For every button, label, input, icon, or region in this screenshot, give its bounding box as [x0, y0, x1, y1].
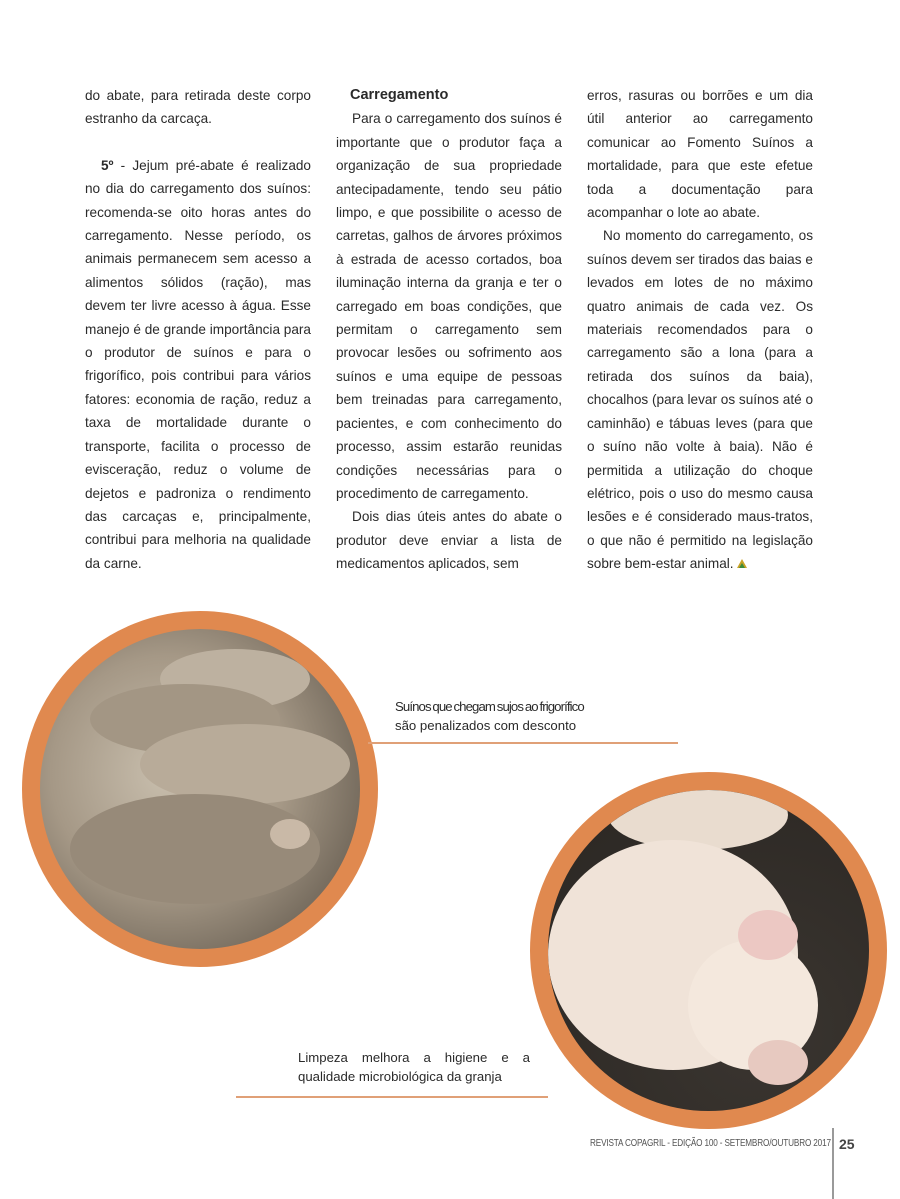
photo-caption-2: Limpeza melhora a higiene e a qualidade microbiológica da granja — [298, 1050, 530, 1084]
section-heading: Carregamento — [350, 87, 449, 103]
text-column-3 — [587, 84, 813, 576]
photo-caption-1 — [395, 697, 655, 735]
paragraph — [85, 154, 311, 575]
paragraph: do abate, para retirada deste corpo estranho da carcaça. — [85, 88, 311, 127]
text-column-2 — [336, 84, 562, 576]
item-number: 5º — [101, 157, 114, 173]
text-column-1 — [85, 84, 311, 575]
magazine-footer: REVISTA COPAGRIL - EDIÇÃO 100 - SETEMBRO/OUTUBRO 2017 — [590, 1138, 831, 1149]
photo-dirty-pigs — [22, 611, 378, 967]
paragraph-text: No momento do carregamento, os suínos devem ser tirados das baias e levados em lotes de no máximo quatro animais de cada vez. Os materiais recomendados para o carregamento são a lona (para a retirada dos suínos da baia), chocalhos (para levar os suínos até o caminhão) e tábuas leves (para que o suíno não volte à baia). Não é permitida a utilização do choque elétrico, pois o uso do mesmo causa lesões e é considerado maus-tratos, o que não é permitido na legislação sobre bem-estar animal. — [587, 228, 813, 572]
end-of-article-icon — [736, 558, 748, 569]
paragraph: Dois dias úteis antes do abate o produtor deve enviar a lista de medicamentos aplicados, sem — [336, 509, 562, 572]
paragraph: Para o carregamento dos suínos é importante que o produtor faça a organização de sua propriedade antecipadamente, tendo seu pátio limpo, e que possibilite o acesso de carretas, galhos de árvores próximos à estrada de acesso cortados, boa iluminação interna da granja e ter o carregado em boas condições, que permitam o carregamento sem provocar lesões ou sofrimento aos suínos e uma equipe de pessoas bem treinadas para carregamento, pacientes, e com conhecimento do processo, assim estarão reunidas condições necessárias para o procedimento de carregamento. — [336, 111, 562, 501]
footer-divider — [832, 1128, 834, 1199]
caption-line: são penalizados com desconto — [395, 718, 577, 733]
page-number: 25 — [839, 1136, 855, 1152]
caption-rule — [236, 1096, 548, 1098]
photo-clean-pig — [530, 772, 887, 1129]
paragraph-text: - Jejum pré-abate é realizado no dia do carregamento dos suínos: recomenda-se oito horas antes do carregamento. Nesse período, os animais permanecem sem acesso a alimentos sólidos (ração), mas devem ter livre acesso à água. Esse manejo é de grande importância para o produtor de suínos e para o frigorífico, pois contribui para vários fatores: economia de ração, reduz a taxa de mortalidade durante o transporte, facilita o processo de evisceração, reduz o volume de dejetos e padroniza o rendimento das carcaças e, principalmente, contribui para melhoria na qualidade da carne. — [85, 157, 311, 571]
paragraph: erros, rasuras ou borrões e um dia útil anterior ao carregamento comunicar ao Fomento Suínos a mortalidade, para que este efetue toda a documentação para acompanhar o lote ao abate. — [587, 88, 813, 221]
paragraph — [587, 224, 813, 575]
caption-rule — [368, 742, 678, 744]
caption-line: Suínos que chegam sujos ao frigorífico — [395, 699, 584, 714]
